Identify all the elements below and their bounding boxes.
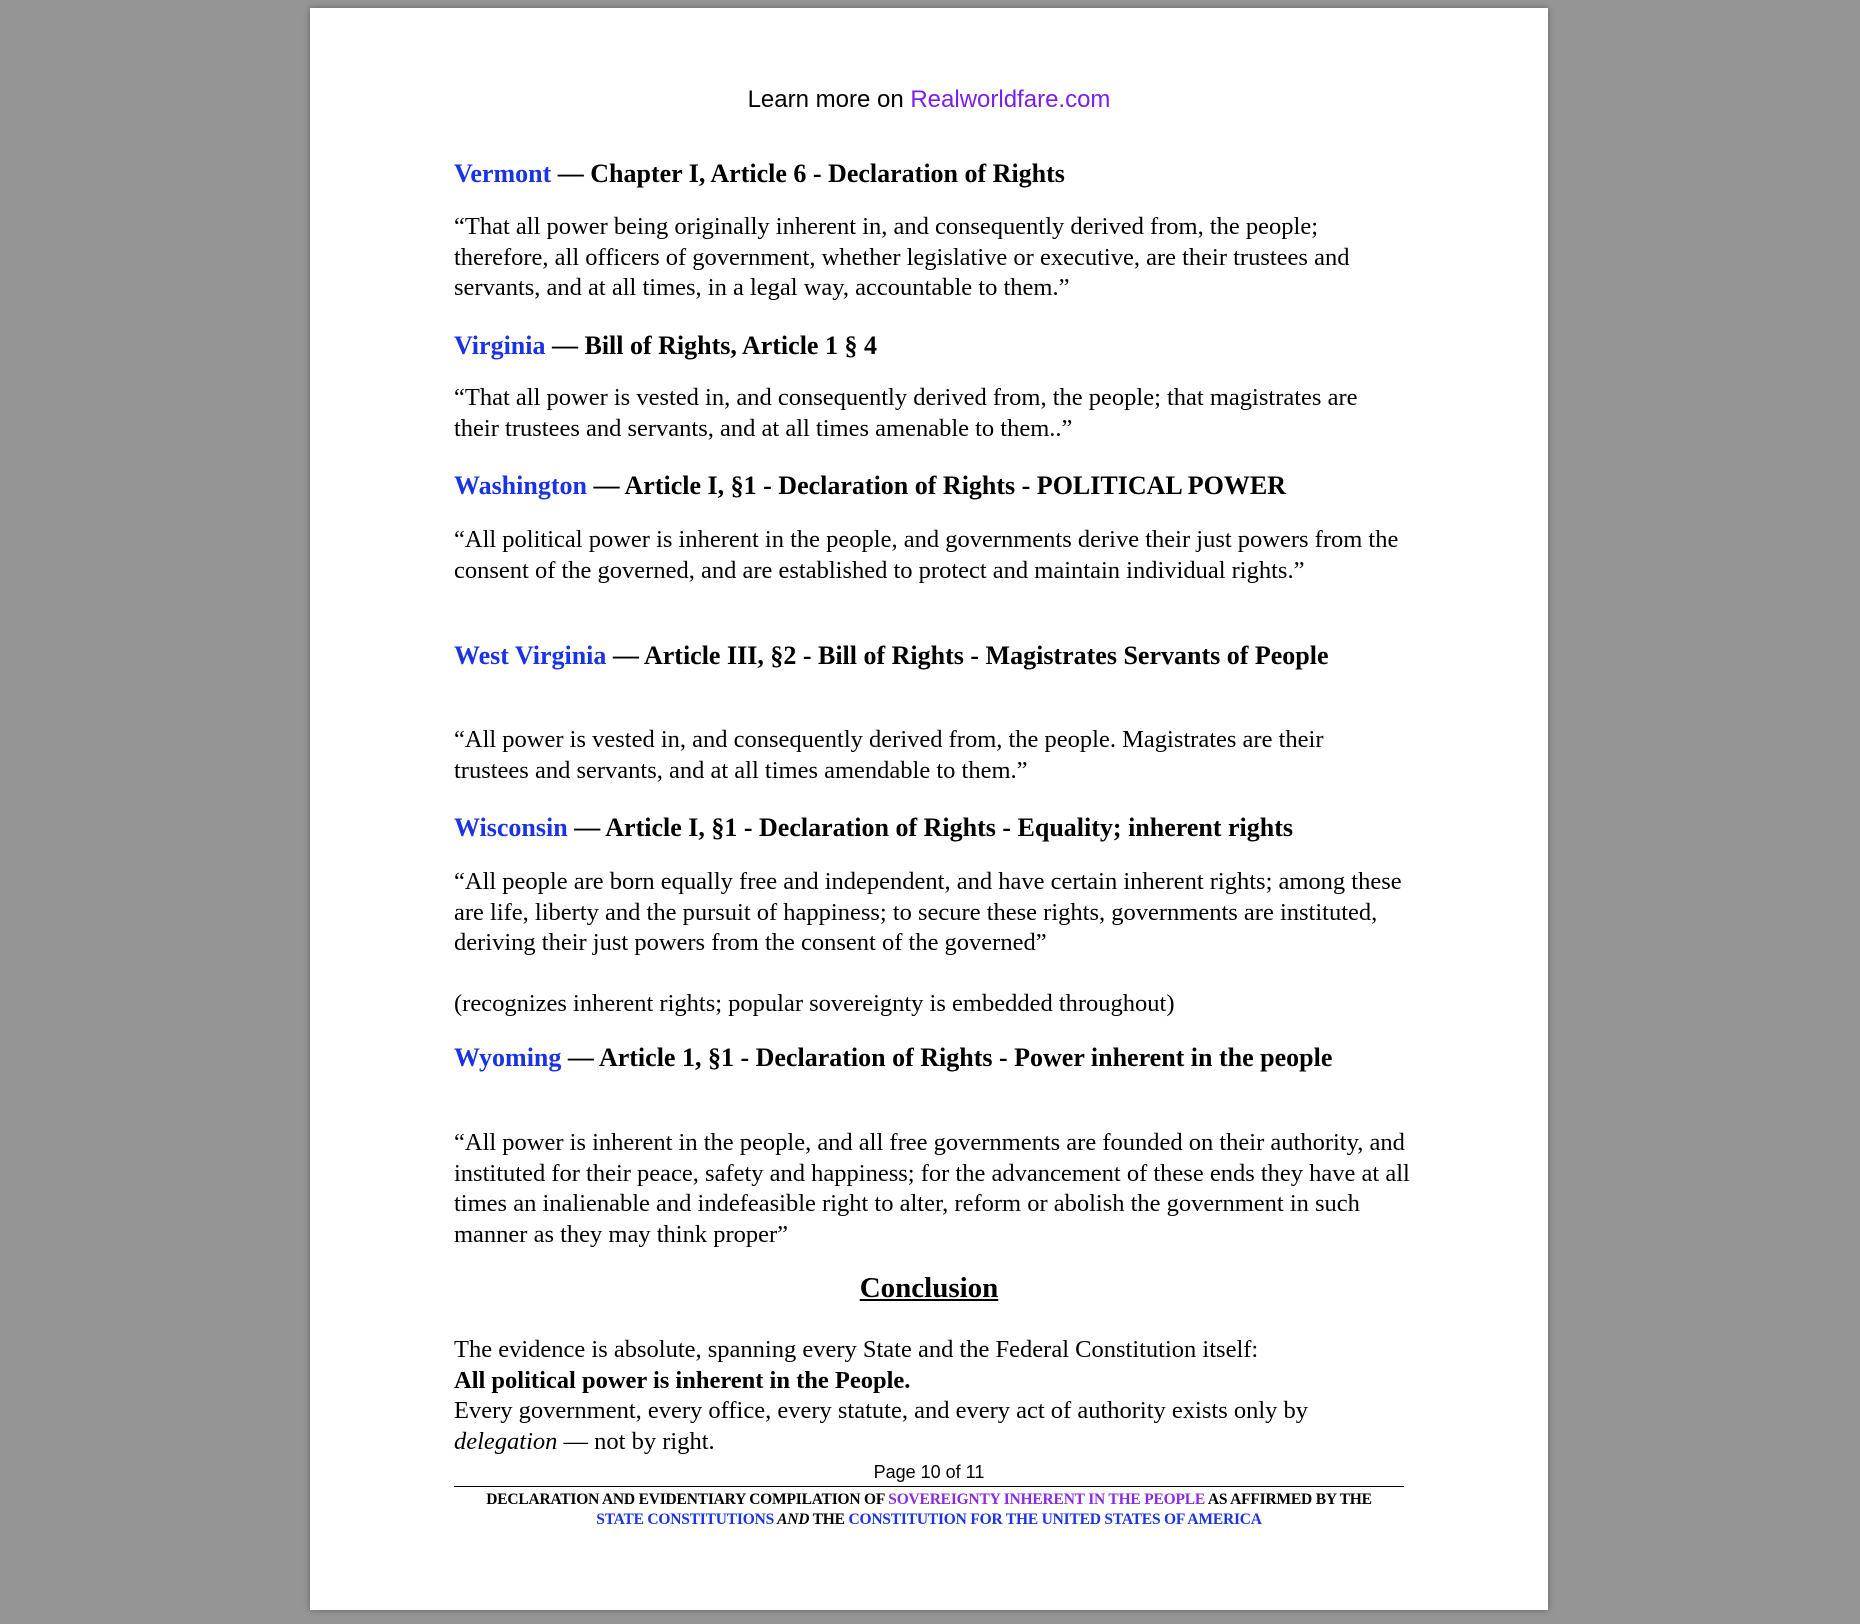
section-heading-virginia	[454, 330, 1404, 361]
learn-more-text: Learn more on	[747, 86, 911, 113]
document-page	[310, 8, 1548, 1610]
section-title: — Article III, §2 - Bill of Rights - Magistrates Servants of People	[606, 641, 1329, 670]
conclusion-body	[454, 1335, 1414, 1457]
footer-highlight-us-constitution: CONSTITUTION FOR THE UNITED STATES OF AMERICA	[848, 1511, 1262, 1528]
conclusion-line-1: The evidence is absolute, spanning every State and the Federal Constitution itself:	[454, 1336, 1259, 1363]
state-link-virginia[interactable]: Virginia	[454, 331, 546, 360]
footer-text: AS AFFIRMED BY THE	[1205, 1491, 1372, 1508]
conclusion-bold-line: All political power is inherent in the People.	[454, 1366, 911, 1394]
document-footer	[454, 1490, 1404, 1530]
section-title: — Article I, §1 - Declaration of Rights - Equality; inherent rights	[567, 813, 1293, 842]
section-quote-wisconsin: “All people are born equally free and independent, and have certain inherent rights; among these are life, liberty and the pursuit of happiness; to secure these rights, governments are instituted, deriving their just powers from the consent of the governed”	[454, 868, 1402, 956]
footer-divider	[454, 1486, 1404, 1487]
section-quote-wyoming: “All power is inherent in the people, and all free governments are founded on their authority, and instituted for their peace, safety and happiness; for the advancement of these ends they have at all times an inalienable and indefeasible right to alter, reform or abolish the government in such manner as they may think proper”	[454, 1129, 1410, 1248]
footer-text: THE	[809, 1511, 849, 1528]
footer-highlight-state-constitutions: STATE CONSTITUTIONS	[596, 1511, 775, 1528]
section-quote-vermont: “That all power being originally inherent in, and consequently derived from, the people; therefore, all officers of government, whether legislative or executive, are their trustees and servants, and at all times, in a legal way, accountable to them.”	[454, 213, 1350, 301]
state-link-vermont[interactable]: Vermont	[454, 159, 552, 188]
section-title: — Chapter I, Article 6 - Declaration of Rights	[551, 159, 1065, 188]
conclusion-text: — not by right.	[557, 1427, 715, 1455]
conclusion-heading: Conclusion	[859, 1272, 999, 1304]
footer-highlight-sovereignty: SOVEREIGNTY INHERENT IN THE PEOPLE	[888, 1491, 1206, 1508]
state-link-west-virginia[interactable]: West Virginia	[454, 641, 607, 670]
section-quote-west-virginia: “All power is vested in, and consequently derived from, the people. Magistrates are their trustees and servants, and at all times amendable to them.”	[454, 726, 1324, 784]
state-link-wyoming[interactable]: Wyoming	[454, 1043, 562, 1072]
section-quote-virginia: “That all power is vested in, and consequently derived from, the people; that magistrates are their trustees and servants, and at all times amenable to them..”	[454, 384, 1358, 442]
section-quote-washington: “All political power is inherent in the people, and governments derive their just powers from the consent of the governed, and are established to protect and maintain individual rights.”	[454, 526, 1399, 584]
section-heading-wisconsin	[454, 812, 1414, 843]
section-heading-washington	[454, 470, 1404, 501]
footer-text: DECLARATION AND EVIDENTIARY COMPILATION OF	[486, 1491, 889, 1508]
realworldfare-link[interactable]: Realworldfare.com	[910, 86, 1111, 113]
footer-and: AND	[774, 1511, 810, 1528]
section-note-wisconsin: (recognizes inherent rights; popular sovereignty is embedded throughout)	[454, 990, 1175, 1017]
section-heading-west-virginia	[454, 640, 1404, 671]
page-number: Page 10 of 11	[873, 1462, 985, 1482]
section-title: — Bill of Rights, Article 1 § 4	[545, 331, 877, 360]
conclusion-line-3	[454, 1396, 1414, 1457]
learn-more-banner	[310, 86, 1548, 114]
section-heading-wyoming	[454, 1042, 1404, 1073]
section-title: — Article I, §1 - Declaration of Rights - POLITICAL POWER	[586, 471, 1287, 500]
state-link-washington[interactable]: Washington	[454, 471, 587, 500]
section-heading-vermont	[454, 158, 1404, 189]
state-link-wisconsin[interactable]: Wisconsin	[454, 813, 568, 842]
section-title: — Article 1, §1 - Declaration of Rights - Power inherent in the people	[561, 1043, 1333, 1072]
conclusion-text: Every government, every office, every statute, and every act of authority exists only by	[454, 1397, 1309, 1424]
conclusion-italic-word: delegation	[454, 1427, 558, 1455]
